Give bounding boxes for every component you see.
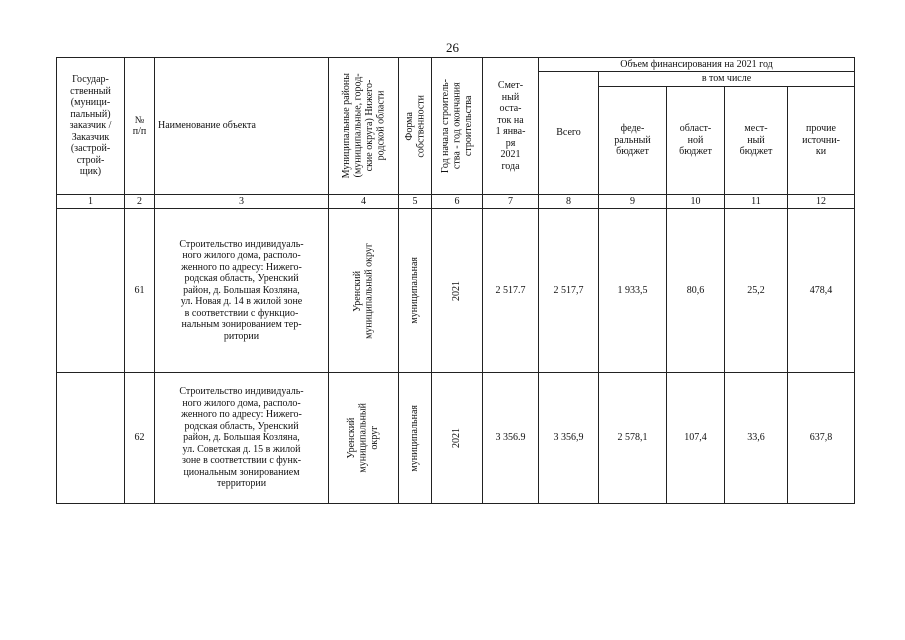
column-number: 9 (599, 195, 667, 209)
header-row-number: № п/п (125, 58, 155, 195)
row-remaining: 2 517.7 (483, 209, 539, 373)
column-number: 8 (539, 195, 599, 209)
row-local: 25,2 (725, 209, 788, 373)
header-total: Всего (539, 72, 599, 195)
header-ownership: Форма собственности (399, 58, 432, 195)
row-ownership: муниципальная (399, 373, 432, 504)
header-other: прочие источни- ки (788, 87, 855, 195)
row-other: 637,8 (788, 373, 855, 504)
header-financing-title: Объем финансирования на 2021 год (539, 58, 855, 72)
table-row (57, 209, 855, 373)
row-object-name: Строительство индивидуаль- ного жилого дома, располо- женного по адресу: Нижего- родская область, Уренский район, д. Большая Козляна, ул. Советская д. 15 в жилой зоне в соответствии с функ- циональным зонированием территории (155, 373, 329, 504)
row-years: 2021 (432, 209, 483, 373)
column-numbers-row (57, 195, 855, 209)
column-number: 6 (432, 195, 483, 209)
row-regional: 80,6 (667, 209, 725, 373)
row-district: Уренский муниципальный округ (329, 373, 399, 504)
column-number: 5 (399, 195, 432, 209)
table-row (57, 373, 855, 504)
column-number: 4 (329, 195, 399, 209)
header-years: Год начала строитель- ства - год окончания строительства (432, 58, 483, 195)
row-customer (57, 209, 125, 373)
header-remaining: Смет- ный оста- ток на 1 янва- ря 2021 года (483, 58, 539, 195)
row-total: 3 356,9 (539, 373, 599, 504)
column-number: 7 (483, 195, 539, 209)
page-number: 26 (446, 40, 459, 55)
column-number: 10 (667, 195, 725, 209)
row-total: 2 517,7 (539, 209, 599, 373)
row-number: 62 (125, 373, 155, 504)
column-number: 11 (725, 195, 788, 209)
column-number: 3 (155, 195, 329, 209)
column-number: 1 (57, 195, 125, 209)
header-including: в том числе (599, 72, 855, 87)
row-federal: 2 578,1 (599, 373, 667, 504)
row-ownership: муниципальная (399, 209, 432, 373)
row-district: Уренский муниципальный округ (329, 209, 399, 373)
row-customer (57, 373, 125, 504)
header-federal: феде- ральный бюджет (599, 87, 667, 195)
row-object-name: Строительство индивидуаль- ного жилого дома, располо- женного по адресу: Нижего- родская область, Уренский район, д. Большая Козляна, ул. Новая д. 14 в жилой зоне в соответствии с функцио- нальным зонированием тер- ритории (155, 209, 329, 373)
financing-table (56, 57, 855, 504)
row-other: 478,4 (788, 209, 855, 373)
row-number: 61 (125, 209, 155, 373)
column-number: 12 (788, 195, 855, 209)
header-object-name: Наименование объекта (155, 58, 329, 195)
row-local: 33,6 (725, 373, 788, 504)
row-regional: 107,4 (667, 373, 725, 504)
row-years: 2021 (432, 373, 483, 504)
row-federal: 1 933,5 (599, 209, 667, 373)
header-regional: област- ной бюджет (667, 87, 725, 195)
row-remaining: 3 356.9 (483, 373, 539, 504)
header-local: мест- ный бюджет (725, 87, 788, 195)
column-number: 2 (125, 195, 155, 209)
header-districts: Муниципальные районы (муниципальные, город- ские округа) Нижего- родской области (329, 58, 399, 195)
header-customer: Государ- ственный (муници- пальный) заказчик / Заказчик (застрой- строй- щик) (57, 58, 125, 195)
